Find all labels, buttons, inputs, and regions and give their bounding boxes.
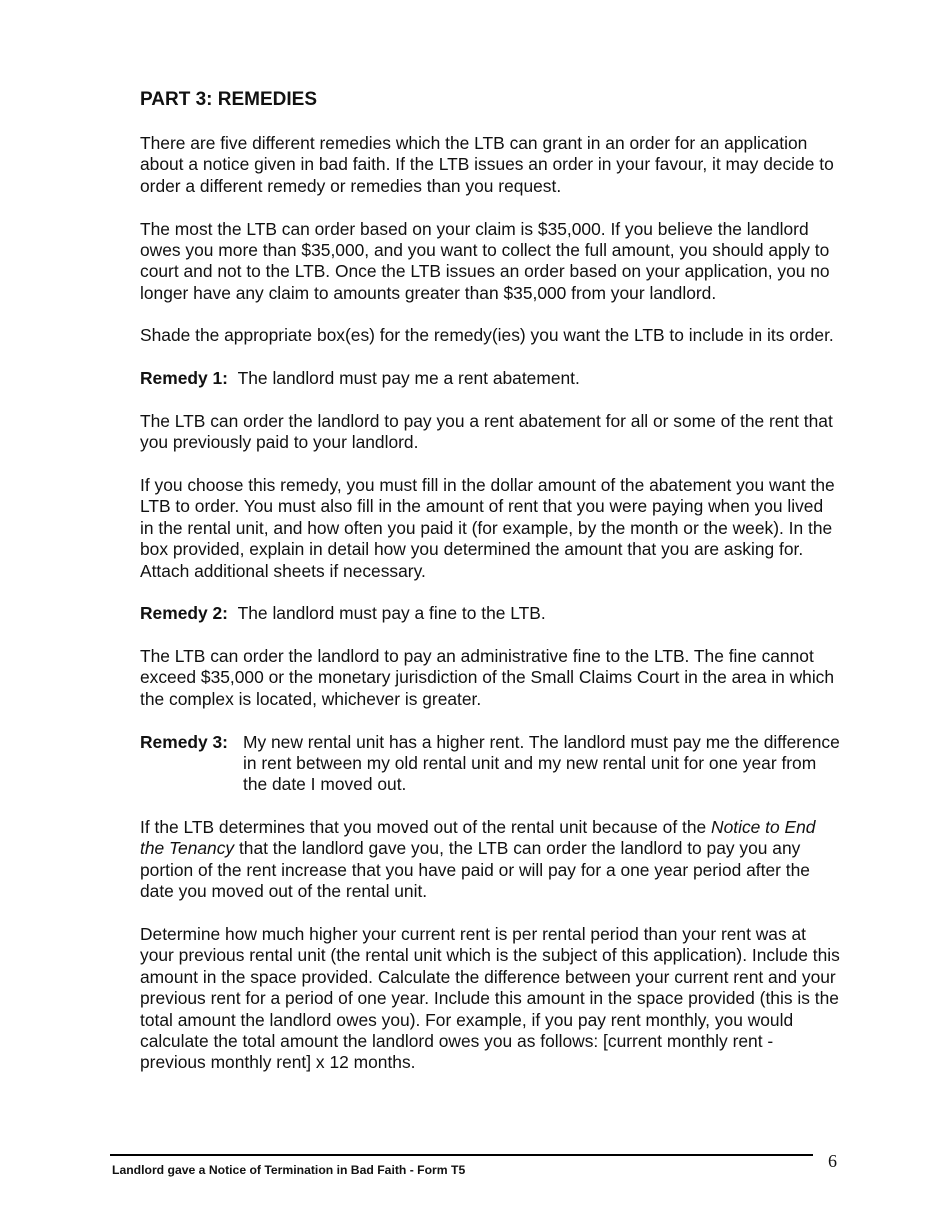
remedy-2-label: Remedy 2: [140,603,228,624]
remedy-1-instructions: If you choose this remedy, you must fill in the dollar amount of the abatement you want the LTB to order. You must also fill in the amount of rent that you were paying when you lived in the rental unit, and how often you paid it (for example, by the month or the week). In the box provided, explain in detail how you determined the amount that you are asking for. Attach additional sheets if necessary. [140,474,835,581]
notice-to-end-tenancy-title: Notice to End the Tenancy [140,817,816,859]
remedy-3-label: Remedy 3: [140,731,228,752]
intro-paragraph: There are five different remedies which the LTB can grant in an order for an application about a notice given in bad faith. If the LTB issues an order in your favour, it may decide to order a different remedy or remedies than you request. [140,133,834,196]
remedy-3-description-end: that the landlord gave you, the LTB can order the landlord to pay you any portion of the rent increase that you have paid or will pay for a one year period after the date you moved out of the rental unit. [140,838,810,902]
remedy-3-calculation: Determine how much higher your current rent is per rental period than your rent was at your previous rental unit (the rental unit which is the subject of this application). Include this amount in the space provided. Calculate the difference between your current rent and your previous rent for a period of one year. Include this amount in the space provided (this is the total amount the landlord owes you). For example, if you pay rent monthly, you would calculate the total amount the landlord owes you as follows: [current monthly rent - previous monthly rent] x 12 months. [140,923,840,1073]
remedy-3-description-start: If the LTB determines that you moved out of the rental unit because of the [140,817,712,838]
footer-divider [110,1154,813,1156]
shade-instruction-paragraph: Shade the appropriate box(es) for the remedy(ies) you want the LTB to include in its order. [140,325,834,346]
remedy-2-heading [140,603,840,624]
remedy-3-description [140,817,840,903]
footer-form-title: Landlord gave a Notice of Termination in Bad Faith - Form T5 [112,1163,466,1177]
page-title: PART 3: REMEDIES [140,89,318,110]
remedy-2-text: The landlord must pay a fine to the LTB. [237,603,546,624]
remedy-1-text: The landlord must pay me a rent abatement. [237,368,580,389]
remedy-3-text: My new rental unit has a higher rent. The landlord must pay me the difference in rent between my old rental unit and my new rental unit for one year from the date I moved out. [243,731,840,795]
remedy-1-description: The LTB can order the landlord to pay you a rent abatement for all or some of the rent that you previously paid to your landlord. [140,410,833,453]
remedy-3-heading [140,732,840,796]
page-number: 6 [828,1151,837,1171]
page-content [140,88,840,1095]
max-claim-paragraph: The most the LTB can order based on your claim is $35,000. If you believe the landlord owes you more than $35,000, and you want to collect the full amount, you should apply to court and not to the LTB. Once the LTB issues an order based on your application, you no longer have any claim to amounts greater than $35,000 from your landlord. [140,218,830,303]
remedy-1-heading [140,368,840,389]
remedy-1-label: Remedy 1: [140,368,228,389]
remedy-2-description: The LTB can order the landlord to pay an administrative fine to the LTB. The fine cannot exceed $35,000 or the monetary jurisdiction of the Small Claims Court in the area in which the complex is located, whichever is greater. [140,645,835,709]
